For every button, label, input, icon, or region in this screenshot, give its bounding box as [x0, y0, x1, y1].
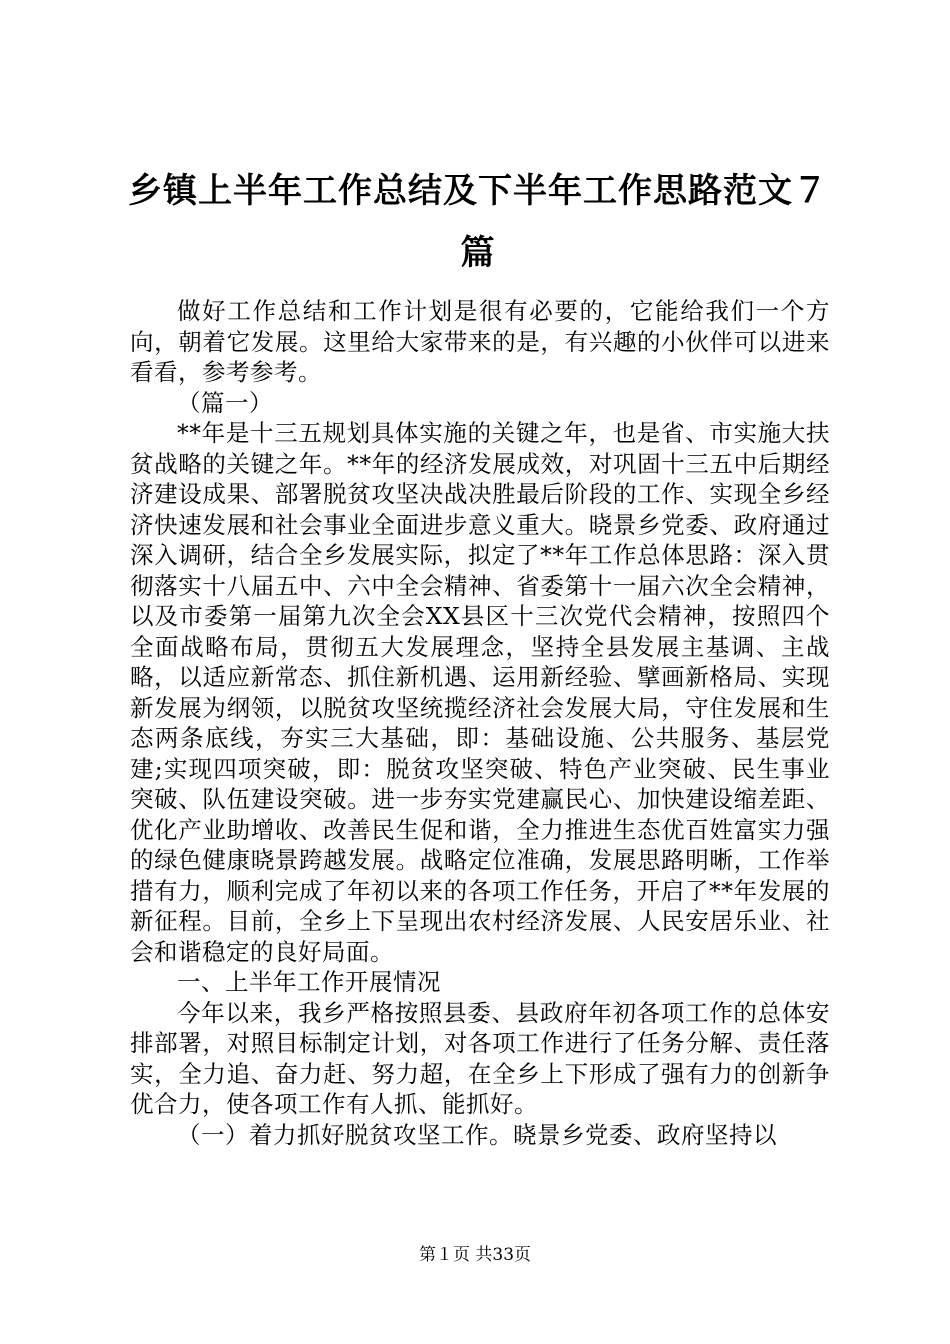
document-body — [130, 296, 830, 1150]
intro-paragraph: 做好工作总结和工作计划是很有必要的，它能给我们一个方向，朝着它发展。这里给大家带来的是，有兴趣的小伙伴可以进来看看，参考参考。 — [130, 297, 830, 386]
page-number-footer: 第１页 共33页 — [418, 1245, 532, 1265]
body-paragraph: 今年以来，我乡严格按照县委、县政府年初各项工作的总体安排部署，对照目标制定计划，对各项工作进行了任务分解、责任落实，全力追、奋力赶、努力超，在全乡上下形成了强有力的创新争优合力，使各项工作有人抓、能抓好。 — [130, 998, 830, 1118]
section-heading-first-half-work: 一、上半年工作开展情况 — [177, 968, 441, 996]
section-label-part-one: （篇一） — [177, 388, 273, 417]
body-paragraph: **年是十三五规划具体实施的关键之年，也是省、市实施大扶贫战略的关键之年。**年的经济发展成效，对巩固十三五中后期经济建设成果、部署脱贫攻坚决战决胜最后阶段的工作、实现全乡经济快速发展和社会事业全面进步意义重大。晓景乡党委、政府通过深入调研，结合全乡发展实际，拟定了**年工作总体思路：深入贯彻落实十八届五中、六中全会精神、省委第十一届六次全会精神，以及市委第一届第九次全会XX县区十三次党代会精神，按照四个全面战略布局，贯彻五大发展理念，坚持全县发展主基调、主战略，以适应新常态、抓住新机遇、运用新经验、擘画新格局、实现新发展为纲领，以脱贫攻坚统揽经济社会发展大局，守住发展和生态两条底线，夯实三大基础，即：基础设施、公共服务、基层党建;实现四项突破，即：脱贫攻坚突破、特色产业突破、民生事业突破、队伍建设突破。进一步夯实党建赢民心、加快建设缩差距、优化产业助增收、改善民生促和谐，全力推进生态优百姓富实力强的绿色健康晓景跨越发展。战略定位准确，发展思路明晰，工作举措有力，顺利完成了年初以来的各项工作任务，开启了**年发展的新征程。目前，全乡上下呈现出农村经济发展、人民安居乐业、社会和谐稳定的良好局面。 — [130, 419, 830, 966]
body-paragraph: （一）着力抓好脱贫攻坚工作。晓景乡党委、政府坚持以 — [177, 1120, 777, 1149]
document-title: 乡镇上半年工作总结及下半年工作思路范文７篇 — [128, 171, 828, 273]
